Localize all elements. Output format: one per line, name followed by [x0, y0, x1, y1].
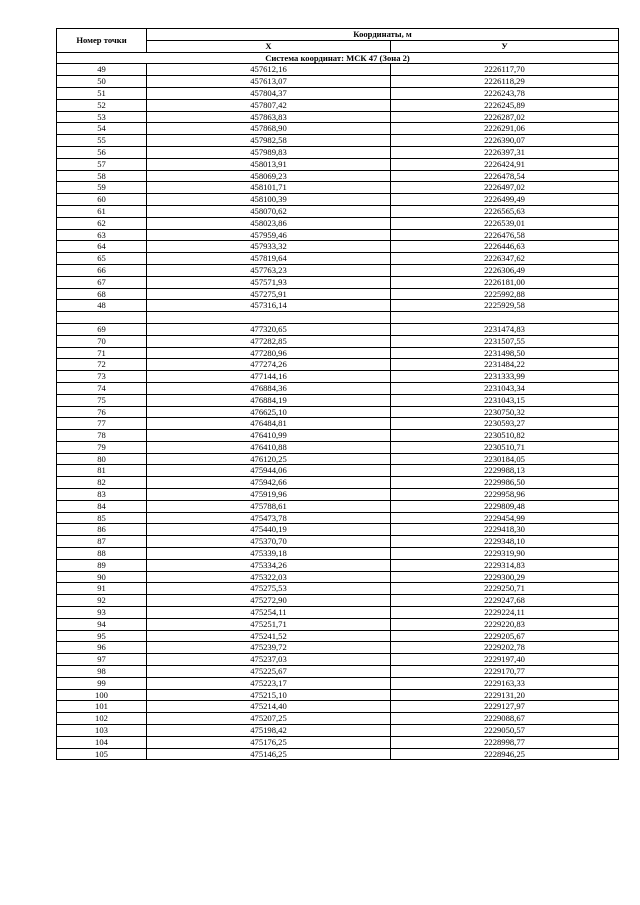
x-coordinate-cell: 458069,23: [147, 170, 391, 182]
table-row: [57, 500, 619, 512]
y-coordinate-cell: 2226424,91: [391, 158, 619, 170]
x-coordinate-cell: 475942,66: [147, 477, 391, 489]
table-row: [57, 489, 619, 501]
y-coordinate-cell: 2231498,50: [391, 347, 619, 359]
table-row: [57, 618, 619, 630]
point-number-cell: 79: [57, 441, 147, 453]
x-coordinate-cell: 457804,37: [147, 87, 391, 99]
y-coordinate-cell: 2229220,83: [391, 618, 619, 630]
table-row: [57, 229, 619, 241]
table-row: [57, 323, 619, 335]
x-coordinate-cell: 477320,65: [147, 323, 391, 335]
x-coordinate-cell: 476625,10: [147, 406, 391, 418]
table-row: [57, 736, 619, 748]
point-number-cell: 72: [57, 359, 147, 371]
point-number-cell: 48: [57, 300, 147, 312]
x-coordinate-cell: 475215,10: [147, 689, 391, 701]
table-row: [57, 677, 619, 689]
x-coordinate-cell: 475275,53: [147, 583, 391, 595]
table-row: [57, 64, 619, 76]
table-row: [57, 359, 619, 371]
x-coordinate-cell: 458070,62: [147, 205, 391, 217]
x-coordinate-cell: 457989,83: [147, 146, 391, 158]
point-number-cell: 68: [57, 288, 147, 300]
table-row: [57, 536, 619, 548]
point-number-cell: 54: [57, 123, 147, 135]
table-row: [57, 548, 619, 560]
table-row: [57, 524, 619, 536]
y-coordinate-cell: 2225929,58: [391, 300, 619, 312]
y-coordinate-cell: 2229454,99: [391, 512, 619, 524]
table-row: [57, 418, 619, 430]
point-number-cell: 53: [57, 111, 147, 123]
point-number-cell: 102: [57, 713, 147, 725]
table-row: [57, 382, 619, 394]
table-row: [57, 453, 619, 465]
y-coordinate-cell: 2229163,33: [391, 677, 619, 689]
x-coordinate-cell: 457959,46: [147, 229, 391, 241]
table-row: [57, 559, 619, 571]
point-number-cell: 78: [57, 430, 147, 442]
x-coordinate-cell: 457933,32: [147, 241, 391, 253]
table-row: [57, 571, 619, 583]
y-coordinate-cell: 2229250,71: [391, 583, 619, 595]
table-row: [57, 430, 619, 442]
x-coordinate-cell: 475176,25: [147, 736, 391, 748]
x-coordinate-cell: 475254,11: [147, 607, 391, 619]
x-coordinate-cell: 457275,91: [147, 288, 391, 300]
point-number-cell: 58: [57, 170, 147, 182]
point-number-cell: 83: [57, 489, 147, 501]
y-coordinate-cell: 2226306,49: [391, 264, 619, 276]
x-coordinate-cell: 476884,19: [147, 394, 391, 406]
x-coordinate-cell: 475241,52: [147, 630, 391, 642]
point-number-cell: 67: [57, 276, 147, 288]
y-coordinate-cell: 2226539,01: [391, 217, 619, 229]
table-row: [57, 630, 619, 642]
x-coordinate-cell: 476410,88: [147, 441, 391, 453]
x-coordinate-cell: 457863,83: [147, 111, 391, 123]
point-number-cell: 55: [57, 135, 147, 147]
y-coordinate-cell: 2228946,25: [391, 748, 619, 760]
y-coordinate-cell: 2229088,67: [391, 713, 619, 725]
point-number-cell: 97: [57, 654, 147, 666]
table-row: [57, 512, 619, 524]
x-coordinate-cell: 475944,06: [147, 465, 391, 477]
table-row: [57, 654, 619, 666]
point-number-cell: 63: [57, 229, 147, 241]
point-number-cell: 74: [57, 382, 147, 394]
point-number-cell: 71: [57, 347, 147, 359]
point-number-cell: 66: [57, 264, 147, 276]
y-coordinate-cell: 2228998,77: [391, 736, 619, 748]
x-coordinate-cell: 458013,91: [147, 158, 391, 170]
x-coordinate-cell: 457612,16: [147, 64, 391, 76]
point-number-cell: 95: [57, 630, 147, 642]
y-coordinate-cell: 2229988,13: [391, 465, 619, 477]
point-number-cell: 80: [57, 453, 147, 465]
y-coordinate-cell: 2229127,97: [391, 701, 619, 713]
y-coordinate-cell: 2230593,27: [391, 418, 619, 430]
y-coordinate-cell: 2226181,00: [391, 276, 619, 288]
point-number-cell: 82: [57, 477, 147, 489]
y-coordinate-cell: 2226245,89: [391, 99, 619, 111]
y-coordinate-cell: 2231474,83: [391, 323, 619, 335]
table-row: [57, 312, 619, 324]
point-number-cell: 50: [57, 76, 147, 88]
x-coordinate-cell: 477144,16: [147, 371, 391, 383]
table-row: [57, 371, 619, 383]
point-number-cell: 61: [57, 205, 147, 217]
y-coordinate-cell: 2230184,05: [391, 453, 619, 465]
point-number-cell: 52: [57, 99, 147, 111]
header-y: У: [391, 40, 619, 52]
x-coordinate-cell: 475788,61: [147, 500, 391, 512]
header-coordinates: Координаты, м: [147, 29, 619, 41]
y-coordinate-cell: 2229958,96: [391, 489, 619, 501]
table-row: [57, 158, 619, 170]
coordinate-system-label: Система координат: МСК 47 (Зона 2): [57, 52, 619, 64]
point-number-cell: 99: [57, 677, 147, 689]
x-coordinate-cell: 457613,07: [147, 76, 391, 88]
y-coordinate-cell: 2229170,77: [391, 666, 619, 678]
table-row: [57, 347, 619, 359]
point-number-cell: 81: [57, 465, 147, 477]
point-number-cell: 59: [57, 182, 147, 194]
point-number-cell: 94: [57, 618, 147, 630]
y-coordinate-cell: 2229197,40: [391, 654, 619, 666]
point-number-cell: 77: [57, 418, 147, 430]
x-coordinate-cell: 475370,70: [147, 536, 391, 548]
x-coordinate-cell: 475272,90: [147, 595, 391, 607]
y-coordinate-cell: 2225992,88: [391, 288, 619, 300]
point-number-cell: 89: [57, 559, 147, 571]
y-coordinate-cell: 2230750,32: [391, 406, 619, 418]
y-coordinate-cell: 2229131,20: [391, 689, 619, 701]
table-row: [57, 146, 619, 158]
table-row: [57, 748, 619, 760]
point-number-cell: 51: [57, 87, 147, 99]
x-coordinate-cell: 458023,86: [147, 217, 391, 229]
y-coordinate-cell: 2231484,22: [391, 359, 619, 371]
point-number-cell: 69: [57, 323, 147, 335]
point-number-cell: 105: [57, 748, 147, 760]
y-coordinate-cell: 2229348,10: [391, 536, 619, 548]
table-body: [57, 64, 619, 760]
y-coordinate-cell: 2226478,54: [391, 170, 619, 182]
point-number-cell: 76: [57, 406, 147, 418]
point-number-cell: 101: [57, 701, 147, 713]
point-number-cell: 92: [57, 595, 147, 607]
x-coordinate-cell: 458101,71: [147, 182, 391, 194]
y-coordinate-cell: 2229202,78: [391, 642, 619, 654]
x-coordinate-cell: 477282,85: [147, 335, 391, 347]
x-coordinate-cell: 475322,03: [147, 571, 391, 583]
y-coordinate-cell: 2229418,30: [391, 524, 619, 536]
table-row: [57, 465, 619, 477]
x-coordinate-cell: 475198,42: [147, 725, 391, 737]
x-coordinate-cell: 476884,36: [147, 382, 391, 394]
y-coordinate-cell: 2229809,48: [391, 500, 619, 512]
table-row: [57, 477, 619, 489]
y-coordinate-cell: 2226243,78: [391, 87, 619, 99]
x-coordinate-cell: 475473,78: [147, 512, 391, 524]
y-coordinate-cell: 2229224,11: [391, 607, 619, 619]
point-number-cell: 104: [57, 736, 147, 748]
y-coordinate-cell: 2226347,62: [391, 253, 619, 265]
y-coordinate-cell: 2229319,90: [391, 548, 619, 560]
x-coordinate-cell: 457868,90: [147, 123, 391, 135]
y-coordinate-cell: 2226117,70: [391, 64, 619, 76]
table-row: [57, 406, 619, 418]
x-coordinate-cell: 475339,18: [147, 548, 391, 560]
y-coordinate-cell: 2231507,55: [391, 335, 619, 347]
point-number-cell: 87: [57, 536, 147, 548]
x-coordinate-cell: 476410,99: [147, 430, 391, 442]
table-row: [57, 441, 619, 453]
x-coordinate-cell: 475440,19: [147, 524, 391, 536]
y-coordinate-cell: 2230510,82: [391, 430, 619, 442]
x-coordinate-cell: 458100,39: [147, 194, 391, 206]
y-coordinate-cell: 2226446,63: [391, 241, 619, 253]
table-row: [57, 666, 619, 678]
y-coordinate-cell: 2226397,31: [391, 146, 619, 158]
y-coordinate-cell: 2229300,29: [391, 571, 619, 583]
header-point-number: Номер точки: [57, 29, 147, 53]
coordinates-table: [56, 28, 619, 760]
x-coordinate-cell: 477274,26: [147, 359, 391, 371]
y-coordinate-cell: 2226565,63: [391, 205, 619, 217]
y-coordinate-cell: 2226287,02: [391, 111, 619, 123]
x-coordinate-cell: 475239,72: [147, 642, 391, 654]
table-row: [57, 595, 619, 607]
x-coordinate-cell: 457763,23: [147, 264, 391, 276]
x-coordinate-cell: 475237,03: [147, 654, 391, 666]
point-number-cell: 91: [57, 583, 147, 595]
table-row: [57, 99, 619, 111]
point-number-cell: 73: [57, 371, 147, 383]
point-number-cell: 90: [57, 571, 147, 583]
point-number-cell: 96: [57, 642, 147, 654]
point-number-cell: 64: [57, 241, 147, 253]
table-row: [57, 217, 619, 229]
y-coordinate-cell: 2230510,71: [391, 441, 619, 453]
point-number-cell: 98: [57, 666, 147, 678]
table-row: [57, 300, 619, 312]
y-coordinate-cell: [391, 312, 619, 324]
table-row: [57, 701, 619, 713]
point-number-cell: 60: [57, 194, 147, 206]
x-coordinate-cell: 475225,67: [147, 666, 391, 678]
table-row: [57, 87, 619, 99]
point-number-cell: 100: [57, 689, 147, 701]
x-coordinate-cell: 457807,42: [147, 99, 391, 111]
table-row: [57, 111, 619, 123]
y-coordinate-cell: 2229205,67: [391, 630, 619, 642]
point-number-cell: 86: [57, 524, 147, 536]
table-row: [57, 276, 619, 288]
point-number-cell: 85: [57, 512, 147, 524]
table-row: [57, 642, 619, 654]
y-coordinate-cell: 2229050,57: [391, 725, 619, 737]
x-coordinate-cell: 475207,25: [147, 713, 391, 725]
point-number-cell: 103: [57, 725, 147, 737]
point-number-cell: 65: [57, 253, 147, 265]
y-coordinate-cell: 2226118,29: [391, 76, 619, 88]
point-number-cell: 57: [57, 158, 147, 170]
x-coordinate-cell: 477280,96: [147, 347, 391, 359]
point-number-cell: 88: [57, 548, 147, 560]
y-coordinate-cell: 2226499,49: [391, 194, 619, 206]
y-coordinate-cell: 2229247,68: [391, 595, 619, 607]
table-row: [57, 335, 619, 347]
table-row: [57, 205, 619, 217]
table-row: [57, 135, 619, 147]
table-row: [57, 288, 619, 300]
x-coordinate-cell: 457982,58: [147, 135, 391, 147]
y-coordinate-cell: 2229314,83: [391, 559, 619, 571]
table-row: [57, 241, 619, 253]
x-coordinate-cell: 457819,64: [147, 253, 391, 265]
table-row: [57, 607, 619, 619]
x-coordinate-cell: 476120,25: [147, 453, 391, 465]
point-number-cell: 62: [57, 217, 147, 229]
table-row: [57, 725, 619, 737]
y-coordinate-cell: 2231333,99: [391, 371, 619, 383]
y-coordinate-cell: 2226476,58: [391, 229, 619, 241]
x-coordinate-cell: 457571,93: [147, 276, 391, 288]
y-coordinate-cell: 2226390,07: [391, 135, 619, 147]
x-coordinate-cell: [147, 312, 391, 324]
table-row: [57, 394, 619, 406]
table-row: [57, 713, 619, 725]
table-row: [57, 689, 619, 701]
y-coordinate-cell: 2226291,06: [391, 123, 619, 135]
table-row: [57, 76, 619, 88]
point-number-cell: 56: [57, 146, 147, 158]
point-number-cell: 49: [57, 64, 147, 76]
table-row: [57, 182, 619, 194]
point-number-cell: 84: [57, 500, 147, 512]
table-row: [57, 583, 619, 595]
x-coordinate-cell: 475251,71: [147, 618, 391, 630]
y-coordinate-cell: 2231043,34: [391, 382, 619, 394]
point-number-cell: 93: [57, 607, 147, 619]
x-coordinate-cell: 475334,26: [147, 559, 391, 571]
y-coordinate-cell: 2226497,02: [391, 182, 619, 194]
document-page: [56, 28, 618, 760]
table-row: [57, 264, 619, 276]
table-row: [57, 194, 619, 206]
x-coordinate-cell: 475146,25: [147, 748, 391, 760]
x-coordinate-cell: 475223,17: [147, 677, 391, 689]
x-coordinate-cell: 476484,81: [147, 418, 391, 430]
x-coordinate-cell: 475919,96: [147, 489, 391, 501]
table-row: [57, 170, 619, 182]
x-coordinate-cell: 475214,40: [147, 701, 391, 713]
table-row: [57, 253, 619, 265]
point-number-cell: 70: [57, 335, 147, 347]
y-coordinate-cell: 2231043,15: [391, 394, 619, 406]
x-coordinate-cell: 457316,14: [147, 300, 391, 312]
y-coordinate-cell: 2229986,50: [391, 477, 619, 489]
table-row: [57, 123, 619, 135]
point-number-cell: 75: [57, 394, 147, 406]
point-number-cell: [57, 312, 147, 324]
header-x: X: [147, 40, 391, 52]
